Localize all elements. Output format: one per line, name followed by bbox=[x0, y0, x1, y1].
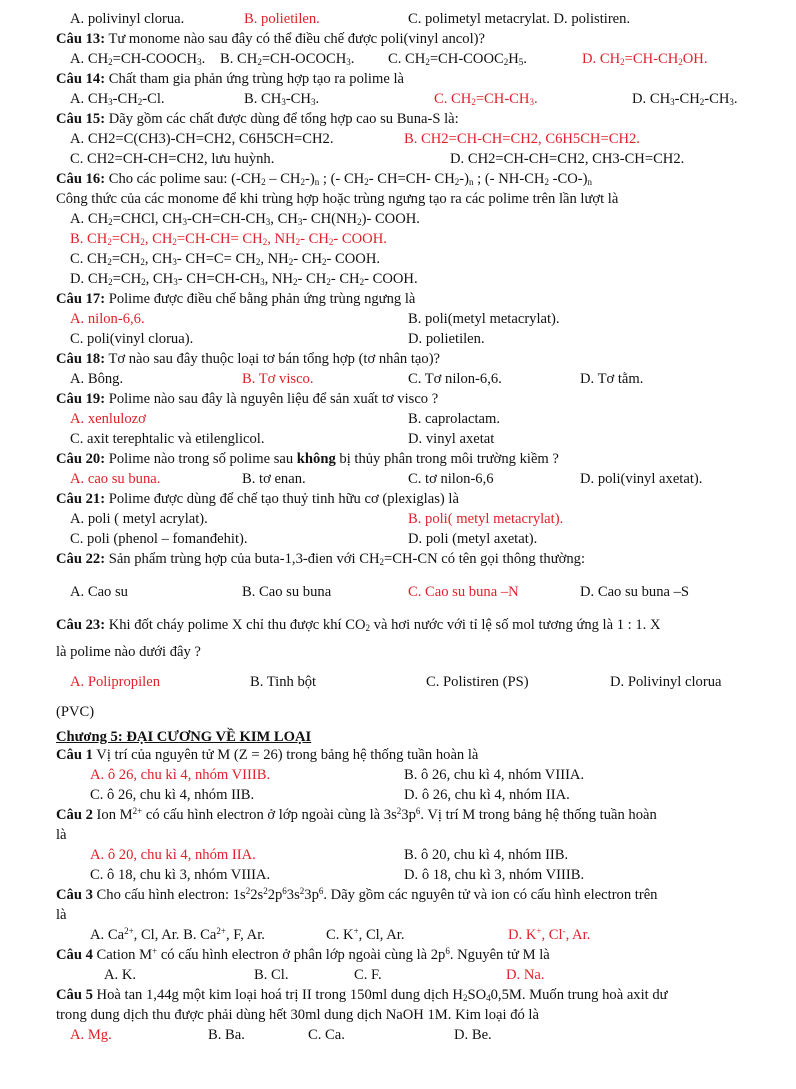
text-segment: B. ô 20, chu kì 4, nhóm IIB. bbox=[404, 847, 569, 863]
text-segment: B. ô 26, chu kì 4, nhóm VIIIA. bbox=[404, 767, 585, 783]
text-segment: A. poli ( metyl acrylat). bbox=[70, 511, 208, 527]
text-segment: C. K+, Cl, Ar. bbox=[326, 926, 405, 943]
text-segment: A. CH2=C(CH3)-CH=CH2, C6H5CH=CH2. bbox=[70, 131, 334, 147]
text-segment: A. $Ca^{2+}$, Cl, Ar. B. $Ca^{2+}$, F, Ar. bbox=[90, 926, 265, 943]
text-segment: B. Ba. bbox=[208, 1027, 245, 1043]
answer-option-correct: A. ô 20, chu kì 4, nhóm IIA. bbox=[90, 847, 256, 863]
text-segment: A. polivinyl clorua. bbox=[70, 11, 185, 27]
text-segment: C. axit terephtalic và etilenglicol. bbox=[70, 431, 265, 447]
text-segment: Câu 14: Chất tham gia phản ứng trùng hợp tạo ra polime là bbox=[56, 71, 404, 87]
text-segment: C. Polistiren (PS) bbox=[426, 674, 529, 690]
text-segment: Công thức của các monome để khi trùng hợp hoặc trùng ngưng tạo ra các polime trên lần lượt là bbox=[56, 191, 619, 207]
text-segment: A. K. bbox=[104, 967, 137, 983]
text-segment: A. Cao su bbox=[70, 584, 128, 600]
text-segment: Câu 4 Cation M+ có cấu hình electron ở phân lớp ngoài cùng là $2p^6$. Nguyên tử M là bbox=[56, 946, 550, 963]
text-segment: D. Be. bbox=[454, 1027, 492, 1043]
text-segment: C. ô 18, chu kì 3, nhóm VIIIA. bbox=[90, 867, 271, 883]
answer-option-correct: D. $CH_2=CH-CH_2OH$. bbox=[582, 51, 708, 67]
text-segment: Câu 21: Polime được dùng để chế tạo thuỷ tinh hữu cơ (plexiglas) là bbox=[56, 491, 459, 507]
text-segment: C. CH2=CH-CH=CH2, lưu huỳnh. bbox=[70, 151, 275, 167]
answer-option-correct: B. Tơ visco. bbox=[242, 371, 314, 387]
text-segment: Câu 23: Khi đốt cháy polime X chỉ thu được khí $CO_2$ và hơi nước với tỉ lệ số mol tương ứng là 1 : 1. X bbox=[56, 617, 661, 633]
text-segment: B. Cl. bbox=[254, 967, 289, 983]
text-segment: là bbox=[56, 907, 67, 923]
text-segment: Câu 1 Vị trí của nguyên tử M (Z = 26) trong bảng hệ thống tuần hoàn là bbox=[56, 747, 479, 763]
text-segment: Chương 5: ĐẠI CƯƠNG VỀ KIM LOẠI bbox=[56, 729, 312, 745]
text-segment: A. $CH_2=CHCl$, $CH_3-CH=CH-CH_3$, $CH_3-$ $CH(NH_2)-$ COOH. bbox=[70, 211, 420, 227]
text-segment: A. $CH_2=CH-COOCH_3$. bbox=[70, 51, 206, 67]
answer-option-correct: A. Polipropilen bbox=[70, 674, 160, 690]
answer-option-correct: A. xenlulozơ bbox=[70, 411, 146, 427]
text-segment: D. poli(vinyl axetat). bbox=[580, 471, 703, 487]
text-segment: C. poli (phenol – fomanđehit). bbox=[70, 531, 248, 547]
text-segment: Câu 5 Hoà tan 1,44g một kim loại hoá trị II trong 150ml dung dịch $H_2SO_40,5M$. Muốn trung hoà axit dư bbox=[56, 987, 668, 1003]
text-segment: A. $CH_3-CH_2-Cl$. bbox=[70, 91, 165, 107]
text-segment: C. Ca. bbox=[308, 1027, 345, 1043]
text-segment: B. caprolactam. bbox=[408, 411, 500, 427]
text-segment: D. CH2=CH-CH=CH2, CH3-CH=CH2. bbox=[450, 151, 685, 167]
text-segment: C. polimetyl metacrylat. D. polistiren. bbox=[408, 11, 631, 27]
text-segment: D. vinyl axetat bbox=[408, 431, 495, 447]
text-segment: C. $CH_2=CH_2$, $CH_3-$ $CH=C= CH_2$, $NH_2-$ $CH_2-$ COOH. bbox=[70, 251, 381, 267]
text-segment: C. tơ nilon-6,6 bbox=[408, 471, 494, 487]
answer-option-correct: B. poli( metyl metacrylat). bbox=[408, 511, 564, 527]
text-segment: Câu 17: Polime được điều chế bằng phản ứng trùng ngưng là bbox=[56, 291, 416, 307]
text-segment: là bbox=[56, 827, 67, 843]
text-segment: Câu 13: Tư monome nào sau đây có thể điều chế được poli(vinyl ancol)? bbox=[56, 31, 485, 47]
text-segment: là polime nào dưới đây ? bbox=[56, 644, 201, 660]
text-segment: (PVC) bbox=[56, 704, 95, 720]
text-segment: C. ô 26, chu kì 4, nhóm IIB. bbox=[90, 787, 255, 803]
text-segment: trong dung dịch thu được phải dùng hết 30ml dung dịch NaOH 1M. Kim loại đó là bbox=[56, 1007, 539, 1023]
answer-option-correct: D. Na. bbox=[506, 967, 545, 983]
text-segment: Câu 3 Cho cấu hình electron: $1s^22s^22p^63s^23p^6$. Dãy gồm các nguyên tử và ion có cấu hình electron trên bbox=[56, 886, 658, 903]
text-segment: Câu 20: Polime nào trong số polime sau không bị thủy phân trong môi trường kiềm ? bbox=[56, 451, 559, 467]
text-segment: Câu 18: Tơ nào sau đây thuộc loại tơ bán tổng hợp (tơ nhân tạo)? bbox=[56, 351, 441, 367]
text-segment: Câu 15: Dãy gồm các chất được dùng để tổng hợp cao su Buna-S là: bbox=[56, 111, 459, 127]
answer-option-correct: D. K+, Cl-, Ar. bbox=[508, 926, 591, 943]
answer-option-correct: B. CH2=CH-CH=CH2, C6H5CH=CH2. bbox=[404, 131, 640, 147]
text-segment: D. $CH_2=CH_2$, $CH_3-$ $CH=CH-CH_3$, $NH_2-$ $CH_2-$ $CH_2-$ COOH. bbox=[70, 271, 418, 287]
text-segment: D. Polivinyl clorua bbox=[610, 674, 722, 690]
text-segment: D. polietilen. bbox=[408, 331, 485, 347]
answer-option-correct: C. Cao su buna –N bbox=[408, 584, 519, 600]
answer-option-correct: B. $CH_2=CH_2$, $CH_2=CH-CH= CH_2$, $NH_2-$ $CH_2-$ COOH. bbox=[70, 231, 387, 247]
text-segment: D. Cao su buna –S bbox=[580, 584, 690, 600]
answer-option-correct: C. $CH_2=CH-CH_3$. bbox=[434, 91, 538, 107]
answer-option-correct: A. cao su buna. bbox=[70, 471, 161, 487]
text-segment: B. poli(metyl metacrylat). bbox=[408, 311, 560, 327]
answer-option-correct: B. polietilen. bbox=[244, 11, 320, 27]
answer-option-correct: A. ô 26, chu kì 4, nhóm VIIIB. bbox=[90, 767, 271, 783]
text-segment: C. $CH_2=CH-COOC_2H_5$. bbox=[388, 51, 527, 67]
text-segment: C. Tơ nilon-6,6. bbox=[408, 371, 502, 387]
text-segment: D. poli (metyl axetat). bbox=[408, 531, 538, 547]
text-segment: B. Tinh bột bbox=[250, 674, 317, 690]
answer-option-correct: A. Mg. bbox=[70, 1027, 112, 1043]
text-segment: D. Tơ tằm. bbox=[580, 371, 644, 387]
text-segment: B. Cao su buna bbox=[242, 584, 332, 600]
text-segment: B. $CH_3-CH_3$. bbox=[244, 91, 320, 107]
text-segment: D. $CH_3-CH_2-CH_3$. bbox=[632, 91, 738, 107]
text-segment: C. F. bbox=[354, 967, 382, 983]
text-segment: B. $CH_2=CH-OCOCH_3$. bbox=[220, 51, 355, 67]
text-segment: A. Bông. bbox=[70, 371, 124, 387]
text-segment: Câu 19: Polime nào sau đây là nguyên liệu để sản xuất tơ visco ? bbox=[56, 391, 439, 407]
text-segment: D. ô 18, chu kì 3, nhóm VIIIB. bbox=[404, 867, 585, 883]
text-segment: C. poli(vinyl clorua). bbox=[70, 331, 194, 347]
text-segment: Câu 2 Ion $M^{2+}$ có cấu hình electron ở lớp ngoài cùng là $3s^23p^6$. Vị trí M trong bảng hệ thống tuần hoàn bbox=[56, 806, 657, 823]
text-segment: Câu 22: Sản phẩm trùng hợp của buta-1,3-đien với $CH_2=CH-CN$ có tên gọi thông thường: bbox=[56, 551, 585, 567]
text-segment: B. tơ enan. bbox=[242, 471, 306, 487]
answer-option-correct: A. nilon-6,6. bbox=[70, 311, 145, 327]
text-segment: Câu 16: Cho các polime sau: $(-CH_2 - CH_2-)_n$ ; (- $CH_2-$ CH=CH- $CH_2-)_n$ ; (- $NH-CH_2$ $-CO-)_n$ bbox=[56, 171, 592, 187]
text-segment: D. ô 26, chu kì 4, nhóm IIA. bbox=[404, 787, 570, 803]
